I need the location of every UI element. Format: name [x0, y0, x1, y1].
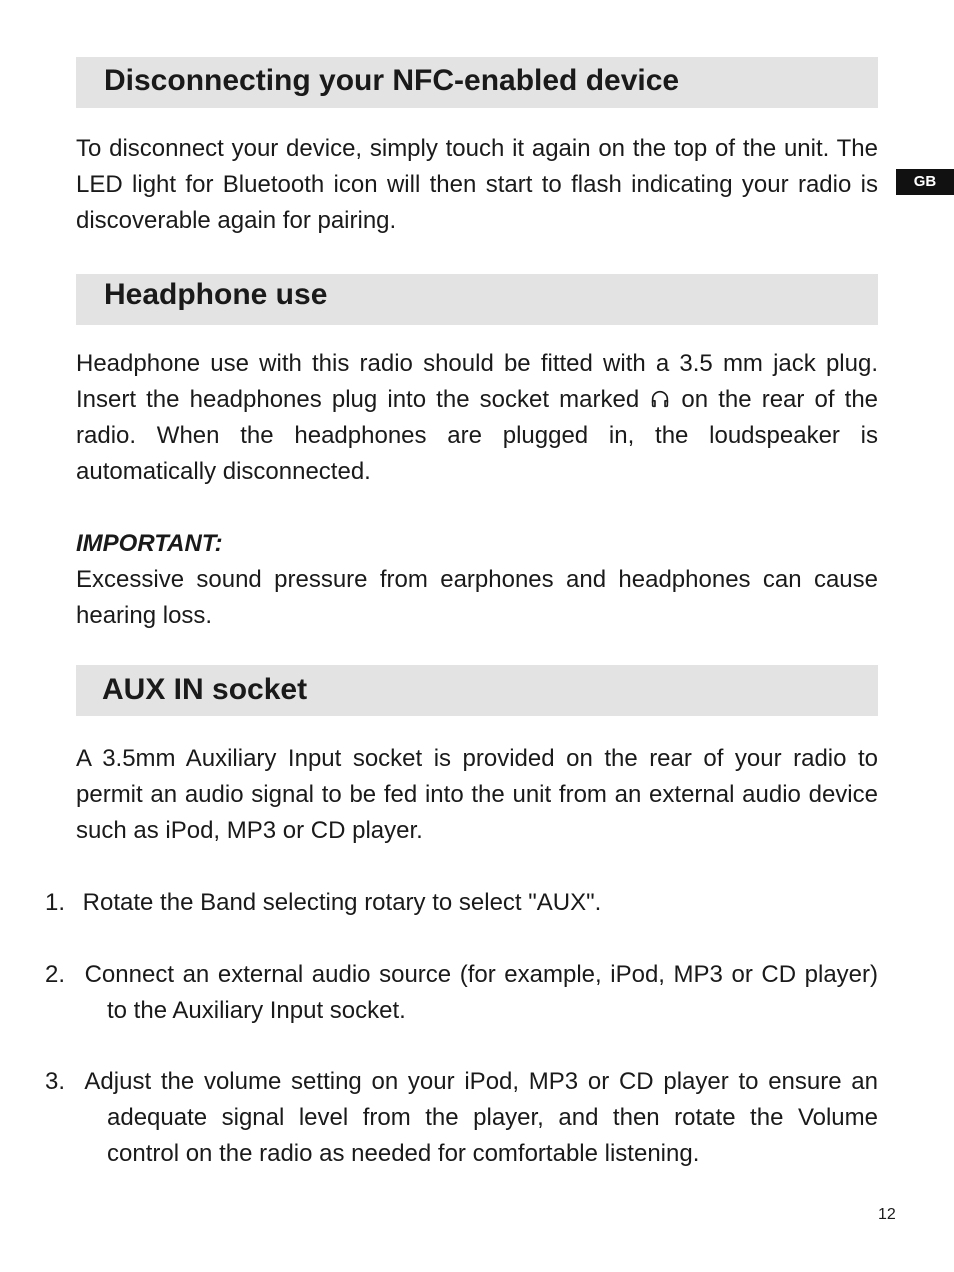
step-text: Connect an external audio source (for example, iPod, MP3 or CD player) to the Auxiliary Input socket.	[84, 961, 879, 1024]
aux-paragraph: A 3.5mm Auxiliary Input socket is provided on the rear of your radio to permit an audio signal to be fed into the unit from an external audio device such as iPod, MP3 or CD player.	[76, 745, 878, 844]
section-header-nfc	[76, 57, 878, 108]
headphone-icon	[649, 388, 671, 410]
headphone-paragraph	[76, 346, 878, 490]
step-text: Rotate the Band selecting rotary to select "AUX".	[82, 889, 602, 916]
section-title-aux: AUX IN socket	[102, 673, 308, 706]
step-text: Adjust the volume setting on your iPod, MP3 or CD player to ensure an adequate signal level from the player, and then rotate the Volume control on the radio as needed for comfortable listening.	[84, 1068, 879, 1167]
language-tab-gb: GB	[896, 169, 954, 195]
section-title-nfc: Disconnecting your NFC-enabled device	[104, 64, 680, 97]
section-title-headphone: Headphone use	[104, 278, 328, 311]
nfc-paragraph: To disconnect your device, simply touch it again on the top of the unit. The LED light for Bluetooth icon will then start to flash indicating your radio is discoverable again for pairing.	[76, 135, 878, 234]
important-text: Excessive sound pressure from earphones and headphones can cause hearing loss.	[76, 566, 878, 629]
list-item-step-3: 3. Adjust the volume setting on your iPod, MP3 or CD player to ensure an adequate signal level from the player, and then rotate the Volume control on the radio as needed for comfortable listening.	[45, 1068, 879, 1167]
page-number: 12	[878, 1206, 896, 1223]
headphone-text-start: Headphone use with this radio should be fitted with a 3.5 mm jack plug. Insert the headphones plug into the socket marked	[76, 350, 878, 413]
list-item-step-1: 1. Rotate the Band selecting rotary to select "AUX".	[45, 889, 602, 916]
section-header-headphone	[76, 274, 878, 325]
headphone-text-end: on the rear of the radio. When the headphones are plugged in, the loudspeaker is automatically disconnected.	[76, 386, 879, 485]
section-header-aux	[76, 665, 878, 716]
list-item-step-2: 2. Connect an external audio source (for example, iPod, MP3 or CD player) to the Auxiliary Input socket.	[45, 961, 879, 1024]
important-label: IMPORTANT:	[76, 530, 223, 557]
